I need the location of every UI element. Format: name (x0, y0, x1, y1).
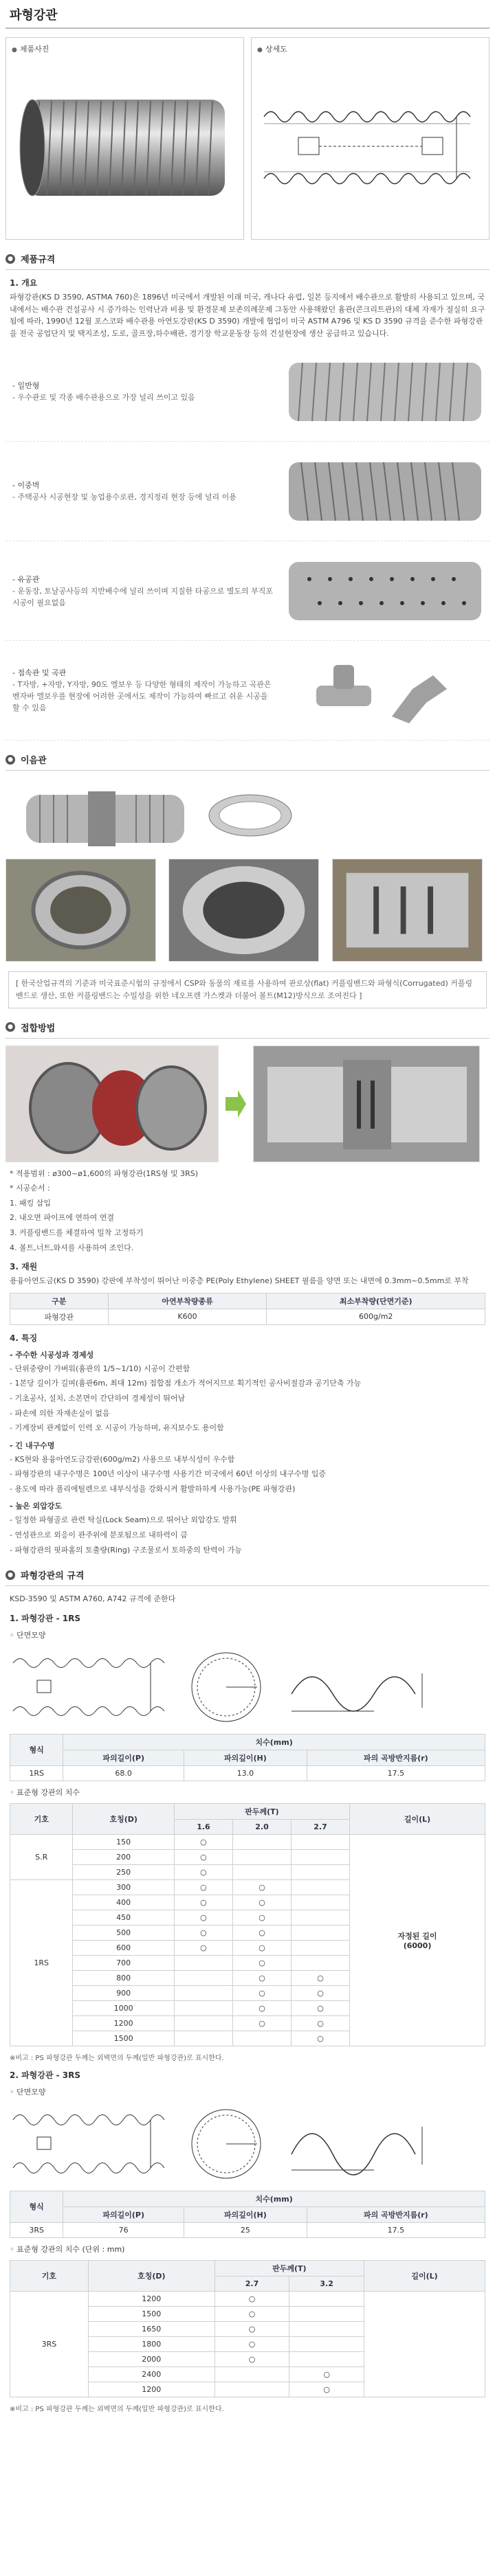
rs1-wave-profile-diagram (285, 1646, 450, 1728)
coating-text: 용융아연도금(KS D 3590) 강판에 부착성이 뛰어난 이중층 PE(Poly Ethylene) SHEET 필름을 양면 또는 내면에 0.3mm~0.5mm로 부착 (10, 1276, 469, 1286)
table-cell: 76 (63, 2222, 184, 2237)
coupling-notice: [ 한국산업규격의 기준과 미국표준시험의 규정에서 CSP와 동물의 재료를 사용하여 관로상(flat) 커플링밴드와 파형식(Corrugated) 커플링밴드로 생산, 또한 커플링밴드는 수밀성을 위한 네오프렌 가스켓과 더불어 볼트(M12)방식으로 조여진다 ] (8, 971, 487, 1008)
type-row-double (6, 442, 490, 541)
table-cell: 300 (73, 1879, 175, 1895)
feature-line: - 파손에 의한 자재손실이 없음 (10, 1408, 110, 1418)
symbol-cell: 1RS (10, 1879, 73, 2046)
thick-header: 2.7 (292, 1819, 350, 1834)
table-cell (214, 2366, 289, 2382)
coating-head: 3. 재원 (10, 1262, 38, 1272)
table-cell (232, 1864, 291, 1879)
table-cell: ○ (232, 1910, 291, 1925)
table-cell: ○ (174, 1895, 232, 1910)
overview-head: 1. 개요 (10, 278, 38, 288)
length-cell: 자정된 길이 (6000) (350, 1834, 485, 2046)
fittings-image (280, 648, 490, 734)
size-header: 호칭(D) (88, 2260, 214, 2291)
table-cell (232, 1849, 291, 1864)
install-spec-line: 3. 커플링밴드를 체결하여 밀착 고정하기 (10, 1228, 144, 1237)
rs3-dim-table (10, 2191, 485, 2238)
feature-line: - 일정한 파형골로 관련 탁실(Lock Seam)으로 뛰어난 외압강도 발휘 (10, 1515, 237, 1525)
table-cell (174, 1970, 232, 1985)
table-cell: 13.0 (184, 1765, 307, 1781)
install-images (6, 1046, 490, 1162)
dim-subheader: 파의깊이(H) (184, 1750, 307, 1765)
table-cell (174, 1955, 232, 1970)
section-spec-head (6, 252, 490, 270)
rs3-diagrams (10, 2103, 485, 2185)
photo-row (6, 37, 490, 240)
rs1-diagrams (10, 1646, 485, 1728)
feature-line: - 1본당 길이가 길며(흄관6m, 최대 12m) 접합점 개소가 적어지므로 획기적인 공사비절감과 공기단축 가능 (10, 1379, 362, 1388)
product-photo-box (6, 37, 244, 240)
rs3-size-body (10, 2291, 485, 2397)
table-cell: 68.0 (63, 1765, 184, 1781)
table-cell: ○ (174, 1940, 232, 1955)
table-cell (292, 1925, 350, 1940)
rs3-cross-section-diagram (175, 2103, 278, 2185)
table-cell: 600g/m2 (267, 1309, 485, 1324)
table-cell: 150 (73, 1834, 175, 1849)
rs1-size-table-wrap (10, 1803, 485, 2046)
table-cell: ○ (289, 2366, 364, 2382)
rs3-size-table-wrap (10, 2260, 485, 2397)
section-spec-title: 제품규격 (21, 255, 56, 265)
table-cell: ○ (289, 2382, 364, 2397)
table-cell: ○ (174, 1864, 232, 1879)
table-cell: ○ (214, 2336, 289, 2351)
rs3-diagram-label: ◦ 단면모양 (10, 2086, 485, 2097)
coupling-photo-bolts (332, 859, 483, 962)
dim-subheader: 파의길이(P) (63, 1750, 184, 1765)
features-head: 4. 특징 (10, 1333, 38, 1343)
table-cell: ○ (214, 2321, 289, 2336)
table-cell (292, 1834, 350, 1849)
table-cell: ○ (292, 2000, 350, 2015)
feature-title: - 높은 외압강도 (10, 1502, 62, 1511)
table-cell (289, 2291, 364, 2306)
table-cell (289, 2336, 364, 2351)
table-cell (289, 2321, 364, 2336)
thick-header: 2.0 (232, 1819, 291, 1834)
arrow-right-icon (226, 1090, 246, 1118)
table-cell: ○ (232, 1895, 291, 1910)
table-cell (292, 1910, 350, 1925)
table-row (10, 1309, 485, 1324)
size-header: 기호 (10, 1803, 73, 1834)
coupling-pipe-image (19, 778, 191, 853)
table-cell (292, 1940, 350, 1955)
table-cell: 17.5 (307, 2222, 485, 2237)
feature-line: - 기계장비 관계없이 인력 오 시공이 가능하며, 유지보수도 용이함 (10, 1423, 224, 1433)
table-cell: ○ (232, 1970, 291, 1985)
section-size-title: 파형강관의 규격 (21, 1571, 85, 1582)
table-cell (232, 2031, 291, 2046)
table-cell: ○ (232, 1879, 291, 1895)
dim-subheader: 파의 곡방반지름(r) (307, 1750, 485, 1765)
size-header: 길이(L) (364, 2260, 485, 2291)
table-row (10, 1765, 485, 1781)
table-cell: 1200 (88, 2291, 214, 2306)
type-desc: - T자방, +자방, Y자방, 90도 엘보우 등 다양한 형태의 제작이 가능하고 곡관은 벤자바 엘보우를 현장에 어려한 곳에서도 제작이 가능하여 빠르고 쉬운 시공을 할 수 있음 (12, 680, 272, 713)
general-pipe-image (280, 349, 490, 435)
rs1-diagram-label: ◦ 단면모양 (10, 1629, 485, 1640)
feature-title: - 긴 내구수명 (10, 1440, 55, 1450)
table-cell: ○ (174, 1849, 232, 1864)
coating-header: 아연부착량종류 (108, 1293, 267, 1309)
size-intro: KSD-3590 및 ASTM A760, A742 규격에 준한다 (10, 1594, 176, 1604)
table-cell (174, 2000, 232, 2015)
coupling-photo-ring (6, 859, 156, 962)
rs3-dim-table-wrap (10, 2191, 485, 2238)
table-cell (174, 2015, 232, 2031)
table-cell: 3RS (10, 2222, 63, 2237)
table-cell: 2000 (88, 2351, 214, 2366)
table-cell: ○ (214, 2351, 289, 2366)
detail-drawing-label: ● 상세도 (257, 43, 483, 54)
rs1-cross-section-diagram (175, 1646, 278, 1728)
table-row (10, 2222, 485, 2237)
section-install-head (6, 1021, 490, 1039)
table-cell: 1800 (88, 2336, 214, 2351)
install-spec-line: 2. 내오면 파이프에 연하여 연결 (10, 1213, 114, 1223)
table-cell: ○ (232, 1985, 291, 2000)
length-cell (364, 2291, 485, 2397)
table-cell (232, 1834, 291, 1849)
section-bullet-icon: ● (6, 1570, 15, 1580)
coating-header: 구분 (10, 1293, 109, 1309)
table-cell: 200 (73, 1849, 175, 1864)
size-header: 판두께(T) (174, 1803, 349, 1819)
rs3-size-label: ◦ 표준형 강관의 치수 (단위 : mm) (10, 2244, 485, 2255)
feature-line: - 단위중량이 가벼워(흄관의 1/5~1/10) 시공이 간편함 (10, 1364, 190, 1373)
rs3-wave-profile-diagram (285, 2103, 450, 2185)
section-bullet-icon: ● (6, 755, 15, 765)
dim-header: 형식 (10, 2191, 63, 2222)
rs1-size-body (10, 1834, 485, 2046)
size-header: 기호 (10, 2260, 89, 2291)
size-header: 판두께(T) (214, 2260, 364, 2276)
table-cell: 450 (73, 1910, 175, 1925)
table-cell: ○ (292, 2031, 350, 2046)
section-size-head (6, 1568, 490, 1586)
coupling-photo-band (168, 859, 319, 962)
table-cell: 400 (73, 1895, 175, 1910)
type-name: - 일반형 (12, 381, 40, 391)
table-cell (174, 1985, 232, 2000)
table-cell: 800 (73, 1970, 175, 1985)
table-cell: 파형강관 (10, 1309, 109, 1324)
type-name: - 이중벽 (12, 481, 40, 490)
coupling-top-row (6, 778, 490, 853)
table-cell: 1000 (73, 2000, 175, 2015)
table-row (10, 2291, 485, 2306)
table-cell: ○ (174, 1925, 232, 1940)
table-cell: ○ (292, 1985, 350, 2000)
type-name: - 유공관 (12, 574, 40, 584)
table-cell: 1500 (73, 2031, 175, 2046)
table-cell: K600 (108, 1309, 267, 1324)
table-cell: ○ (232, 1940, 291, 1955)
type-desc: - 주택공사 시공현장 및 농업용수로관, 경지정리 현장 등에 널리 이용 (12, 493, 236, 502)
table-cell: 1650 (88, 2321, 214, 2336)
table-cell: ○ (232, 1925, 291, 1940)
double-wall-pipe-image (280, 449, 490, 534)
table-cell: ○ (174, 1879, 232, 1895)
page-title: 파형강관 (6, 0, 490, 29)
rs3-side-diagram (10, 2103, 168, 2185)
table-cell: ○ (214, 2306, 289, 2321)
table-cell (292, 1879, 350, 1895)
section-coupling-title: 이음관 (21, 756, 47, 767)
table-cell: 2400 (88, 2366, 214, 2382)
product-photo-label: ● 제품사진 (12, 43, 238, 54)
rs3-footnote: ※비고 : PS 파형강관 두께는 외벽면의 두께(일반 파형강관)로 표시한다. (10, 2405, 224, 2413)
table-cell (292, 1955, 350, 1970)
rs1-dim-table-wrap (10, 1734, 485, 1781)
type-desc: - 운동장, 토날공사등의 지반배수에 널리 쓰이며 지질한 타공으로 별도의 부직포시공이 필요없음 (12, 586, 273, 607)
perforated-pipe-image (280, 548, 490, 634)
feature-title: - 주수한 시공성과 경제성 (10, 1350, 94, 1359)
features-list (6, 1349, 490, 1557)
table-cell: ○ (232, 2015, 291, 2031)
table-cell: 1500 (88, 2306, 214, 2321)
table-cell: ○ (292, 2015, 350, 2031)
size-header: 호칭(D) (73, 1803, 175, 1834)
table-cell: ○ (232, 2000, 291, 2015)
dim-header: 형식 (10, 1734, 63, 1765)
table-cell: 700 (73, 1955, 175, 1970)
table-cell (214, 2382, 289, 2397)
feature-line: - 기초공사, 설치, 소본면이 간단하여 경제성이 뛰어남 (10, 1393, 186, 1403)
dim-header: 치수(mm) (63, 1734, 485, 1750)
table-cell: ○ (214, 2291, 289, 2306)
feature-line: - KS현와 용융아연도금강판(600g/m2) 사용으로 내부식성이 우수함 (10, 1454, 235, 1464)
table-cell: 25 (184, 2222, 307, 2237)
table-cell (292, 1864, 350, 1879)
table-cell: 600 (73, 1940, 175, 1955)
table-cell (289, 2351, 364, 2366)
coating-table (10, 1293, 485, 1325)
install-spec-line: 1. 패킹 삽입 (10, 1198, 51, 1208)
dim-subheader: 파의길이(P) (63, 2206, 184, 2222)
rs1-head: 1. 파형강관 - 1RS (10, 1613, 81, 1623)
type-row-general (6, 342, 490, 442)
table-cell: 1200 (88, 2382, 214, 2397)
dim-subheader: 파의깊이(H) (184, 2206, 307, 2222)
rs1-dim-table (10, 1734, 485, 1781)
table-cell: 250 (73, 1864, 175, 1879)
install-after-image (253, 1046, 480, 1162)
detail-drawing-box (251, 37, 490, 240)
corrugated-pipe-photo (12, 58, 232, 230)
table-cell: 900 (73, 1985, 175, 2000)
table-cell: 17.5 (307, 1765, 485, 1781)
pipe-detail-drawing (257, 58, 477, 230)
coupling-band-image (202, 778, 298, 853)
overview-text: 파형강관(KS D 3590, ASTMA 760)은 1896년 미국에서 개발된 이래 미국, 캐나다 유럽, 일본 등지에서 배수관으로 활발히 사용되고 있으며, 국내에서는 배수관 건설공사 시 증가하는 인력난과 비용 및 환경문제 보존의례문제 그동안 사용해왔던 흄관(콘크리트관)의 대체 자재가 절실히 요구됨에 따라, 1990년 12월 포스코와 배수관용 아연도강판(KS D 3590) 개발에 협업이 미국 ASTM A796 및 KS D 3590 규격을 준수한 파형강관을 전국 공업단지 및 택지조성, 도로, 골프장,하수배관, 경기장 학교운동장 등의 건설현장에 생산 공급하고 있습니다. (10, 293, 485, 338)
type-desc: - 우수관로 및 각종 배수관용으로 가장 널리 쓰이고 있음 (12, 393, 195, 403)
type-row-perforated (6, 541, 490, 641)
section-bullet-icon: ● (6, 254, 15, 264)
rs1-footnote: ※비고 : PS 파형강관 두께는 외벽면의 두께(일반 파형강관)로 표시한다. (10, 2054, 224, 2062)
table-cell: 1200 (73, 2015, 175, 2031)
section-coupling-head (6, 753, 490, 771)
table-cell: ○ (232, 1955, 291, 1970)
table-cell (289, 2306, 364, 2321)
feature-line: - 연성관으로 외응이 관주위에 분포됨으로 내하력이 큼 (10, 1530, 188, 1540)
coating-table-wrap (10, 1293, 485, 1325)
type-name: - 접속관 및 곡관 (12, 668, 67, 678)
coating-header: 최소부착량(단면기준) (267, 1293, 485, 1309)
table-cell: ○ (174, 1834, 232, 1849)
size-header: 길이(L) (350, 1803, 485, 1834)
symbol-cell: 3RS (10, 2291, 89, 2397)
dim-subheader: 파의 곡방반지름(r) (307, 2206, 485, 2222)
table-row (10, 1834, 485, 1849)
install-before-image (6, 1046, 219, 1162)
section-install-title: 접합방법 (21, 1023, 56, 1034)
rs1-size-table (10, 1803, 485, 2046)
feature-line: - 파형강관의 내구수명은 100년 이상이 내구수명 사용기간 미국에서 60년 이상의 내구수명 입증 (10, 1469, 326, 1479)
install-spec-line: * 시공순서 : (10, 1184, 50, 1193)
install-spec-line: 4. 볼트,너트,와셔를 사용하여 조인다. (10, 1243, 134, 1252)
feature-line: - 파형강관의 핏파홈의 토출량(Ring) 구조물로서 토하중의 탄력이 가능 (10, 1545, 242, 1555)
coupling-photo-grid (6, 859, 490, 962)
table-cell (174, 2031, 232, 2046)
install-spec-line: * 적용범위 : ø300~ø1,600의 파형강관(1RS형 및 3RS) (10, 1168, 199, 1178)
rs3-size-table (10, 2260, 485, 2397)
type-row-fittings (6, 641, 490, 741)
rs3-head: 2. 파형강관 - 3RS (10, 2070, 81, 2080)
dim-header: 치수(mm) (63, 2191, 485, 2206)
rs1-side-diagram (10, 1646, 168, 1728)
table-cell: 1RS (10, 1765, 63, 1781)
section-bullet-icon: ● (6, 1022, 15, 1032)
table-cell: ○ (174, 1910, 232, 1925)
table-cell (292, 1895, 350, 1910)
symbol-cell: S.R (10, 1834, 73, 1879)
table-cell: ○ (292, 1970, 350, 1985)
table-cell (292, 1849, 350, 1864)
thick-header: 1.6 (174, 1819, 232, 1834)
thick-header: 3.2 (289, 2276, 364, 2291)
thick-header: 2.7 (214, 2276, 289, 2291)
install-spec-list (6, 1168, 490, 1254)
table-cell: 500 (73, 1925, 175, 1940)
rs1-size-label: ◦ 표준형 강관의 치수 (10, 1787, 485, 1798)
feature-line: - 용도에 따라 폴리에틸렌으로 내부식성을 강화시켜 활발하하게 사용가능(PE 파형강관) (10, 1484, 296, 1493)
